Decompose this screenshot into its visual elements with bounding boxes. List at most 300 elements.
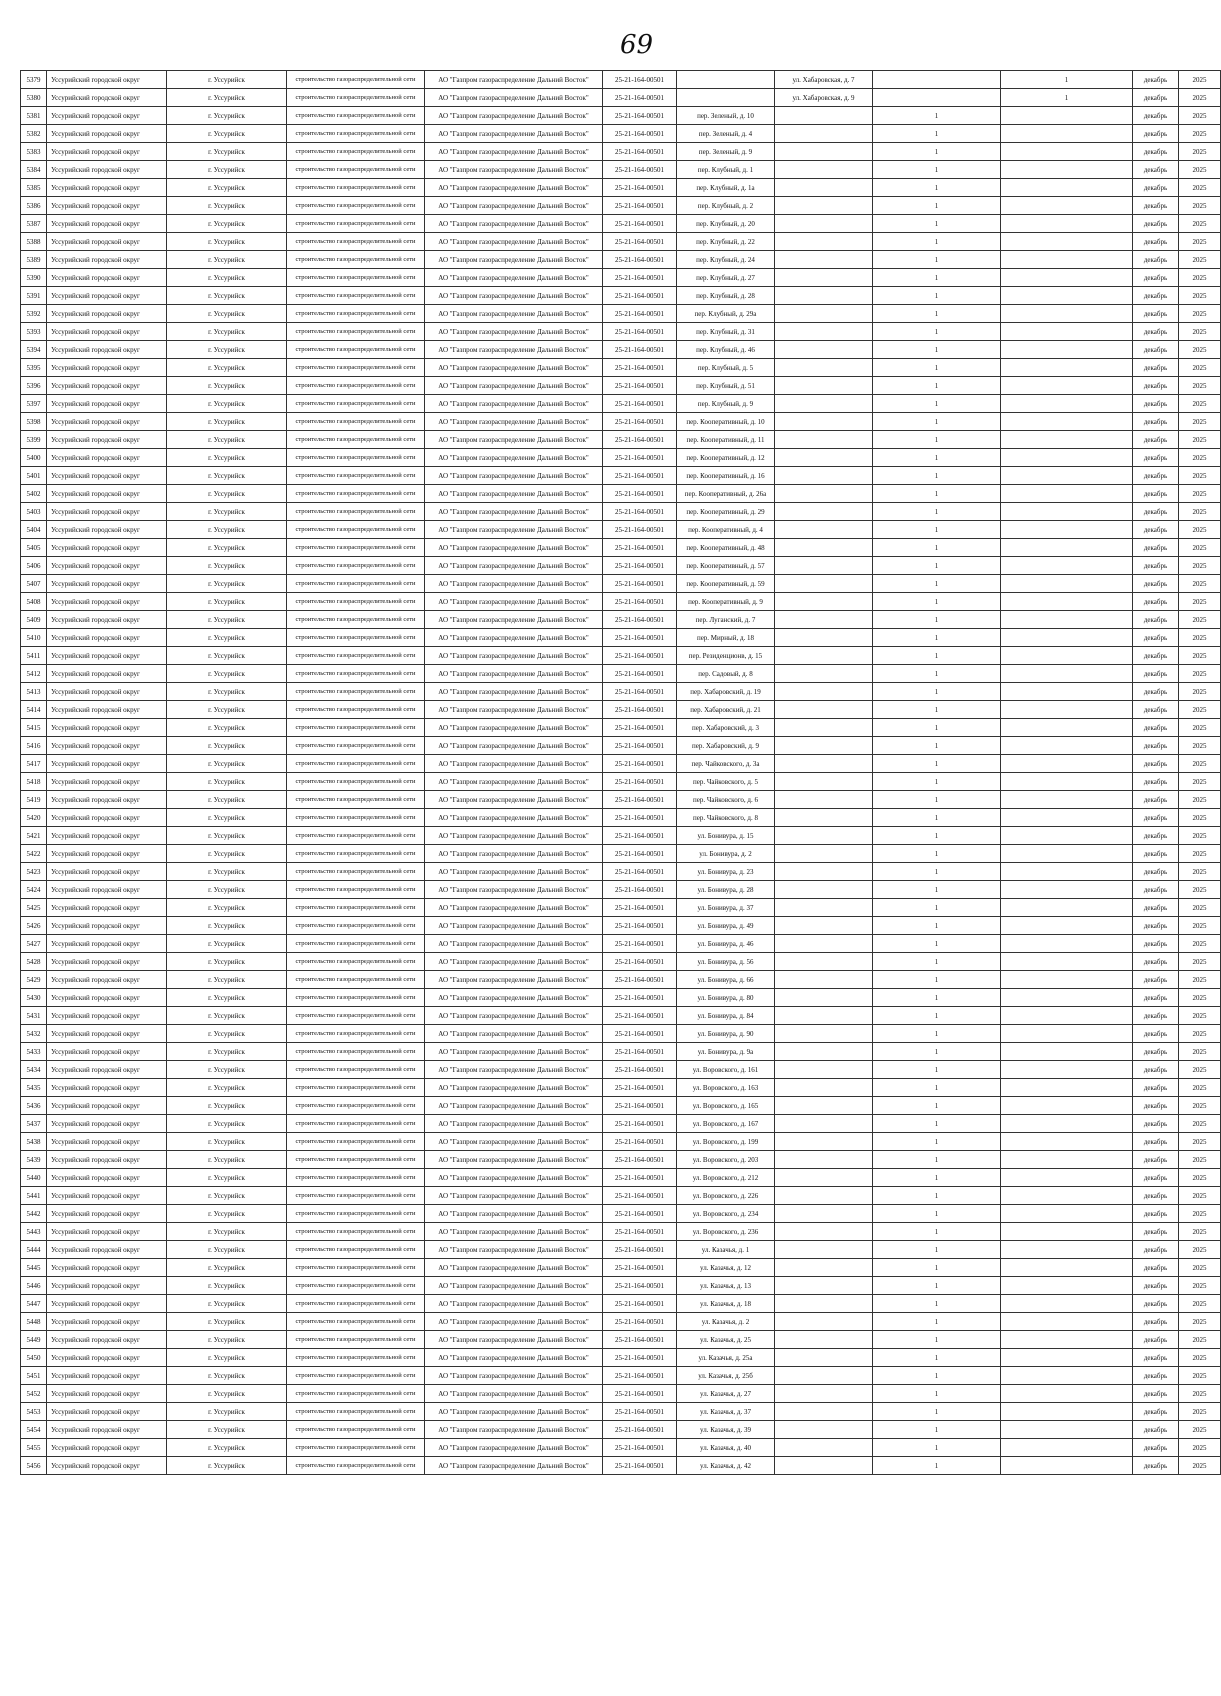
object-code-cell: 25-21-164-00501 xyxy=(603,1385,677,1403)
address-cell: ул. Бонивура, д. 80 xyxy=(677,989,775,1007)
object-code-cell: 25-21-164-00501 xyxy=(603,629,677,647)
year-cell: 2025 xyxy=(1179,953,1221,971)
year-cell: 2025 xyxy=(1179,827,1221,845)
address-cell: ул. Воровского, д. 199 xyxy=(677,1133,775,1151)
organization-cell: АО "Газпром газораспределение Дальний Восток" xyxy=(425,539,603,557)
address-alt-cell xyxy=(775,647,873,665)
work-type-cell: строительство газораспределительной сети xyxy=(287,1313,425,1331)
city-cell: г. Уссурийск xyxy=(167,683,287,701)
table-row xyxy=(21,611,1221,629)
work-type-cell: строительство газораспределительной сети xyxy=(287,233,425,251)
work-type-cell: строительство газораспределительной сети xyxy=(287,1421,425,1439)
address-alt-cell xyxy=(775,863,873,881)
year-cell: 2025 xyxy=(1179,791,1221,809)
work-type-cell: строительство газораспределительной сети xyxy=(287,1277,425,1295)
city-cell: г. Уссурийск xyxy=(167,503,287,521)
month-cell: декабрь xyxy=(1133,935,1179,953)
work-type-cell: строительство газораспределительной сети xyxy=(287,1349,425,1367)
work-type-cell: строительство газораспределительной сети xyxy=(287,179,425,197)
quantity-cell: 1 xyxy=(873,197,1001,215)
quantity-cell: 1 xyxy=(873,1367,1001,1385)
year-cell: 2025 xyxy=(1179,1169,1221,1187)
row-number-cell: 5435 xyxy=(21,1079,47,1097)
row-number-cell: 5443 xyxy=(21,1223,47,1241)
object-code-cell: 25-21-164-00501 xyxy=(603,593,677,611)
table-row xyxy=(21,1079,1221,1097)
quantity-cell: 1 xyxy=(873,791,1001,809)
quantity-cell: 1 xyxy=(873,917,1001,935)
address-alt-cell xyxy=(775,539,873,557)
city-cell: г. Уссурийск xyxy=(167,629,287,647)
year-cell: 2025 xyxy=(1179,773,1221,791)
year-cell: 2025 xyxy=(1179,1403,1221,1421)
organization-cell: АО "Газпром газораспределение Дальний Восток" xyxy=(425,503,603,521)
quantity-cell: 1 xyxy=(873,1079,1001,1097)
year-cell: 2025 xyxy=(1179,611,1221,629)
city-cell: г. Уссурийск xyxy=(167,215,287,233)
work-type-cell: строительство газораспределительной сети xyxy=(287,395,425,413)
quantity-alt-cell xyxy=(1001,1079,1133,1097)
object-code-cell: 25-21-164-00501 xyxy=(603,1367,677,1385)
quantity-alt-cell xyxy=(1001,1223,1133,1241)
work-type-cell: строительство газораспределительной сети xyxy=(287,251,425,269)
table-row xyxy=(21,1331,1221,1349)
city-cell: г. Уссурийск xyxy=(167,1169,287,1187)
organization-cell: АО "Газпром газораспределение Дальний Восток" xyxy=(425,1025,603,1043)
month-cell: декабрь xyxy=(1133,1205,1179,1223)
table-row xyxy=(21,89,1221,107)
quantity-alt-cell xyxy=(1001,557,1133,575)
organization-cell: АО "Газпром газораспределение Дальний Восток" xyxy=(425,863,603,881)
year-cell: 2025 xyxy=(1179,899,1221,917)
municipality-cell: Уссурийский городской округ xyxy=(47,269,167,287)
month-cell: декабрь xyxy=(1133,1331,1179,1349)
table-row xyxy=(21,215,1221,233)
address-cell: пер. Кооперативный, д. 12 xyxy=(677,449,775,467)
municipality-cell: Уссурийский городской округ xyxy=(47,1151,167,1169)
row-number-cell: 5453 xyxy=(21,1403,47,1421)
year-cell: 2025 xyxy=(1179,287,1221,305)
quantity-cell: 1 xyxy=(873,449,1001,467)
year-cell: 2025 xyxy=(1179,665,1221,683)
quantity-alt-cell xyxy=(1001,1385,1133,1403)
address-cell: ул. Воровского, д. 163 xyxy=(677,1079,775,1097)
quantity-alt-cell xyxy=(1001,755,1133,773)
table-row xyxy=(21,989,1221,1007)
address-alt-cell xyxy=(775,935,873,953)
city-cell: г. Уссурийск xyxy=(167,647,287,665)
city-cell: г. Уссурийск xyxy=(167,593,287,611)
quantity-cell: 1 xyxy=(873,1187,1001,1205)
address-alt-cell xyxy=(775,215,873,233)
row-number-cell: 5406 xyxy=(21,557,47,575)
organization-cell: АО "Газпром газораспределение Дальний Восток" xyxy=(425,1385,603,1403)
quantity-alt-cell xyxy=(1001,359,1133,377)
table-row xyxy=(21,953,1221,971)
table-row xyxy=(21,719,1221,737)
row-number-cell: 5451 xyxy=(21,1367,47,1385)
organization-cell: АО "Газпром газораспределение Дальний Восток" xyxy=(425,161,603,179)
work-type-cell: строительство газораспределительной сети xyxy=(287,1259,425,1277)
municipality-cell: Уссурийский городской округ xyxy=(47,215,167,233)
month-cell: декабрь xyxy=(1133,701,1179,719)
city-cell: г. Уссурийск xyxy=(167,1331,287,1349)
address-alt-cell xyxy=(775,1259,873,1277)
object-code-cell: 25-21-164-00501 xyxy=(603,161,677,179)
month-cell: декабрь xyxy=(1133,521,1179,539)
table-row xyxy=(21,1043,1221,1061)
address-cell: пер. Клубный, д. 9 xyxy=(677,395,775,413)
year-cell: 2025 xyxy=(1179,1277,1221,1295)
work-type-cell: строительство газораспределительной сети xyxy=(287,1097,425,1115)
quantity-alt-cell xyxy=(1001,395,1133,413)
month-cell: декабрь xyxy=(1133,413,1179,431)
table-row xyxy=(21,1205,1221,1223)
address-cell: ул. Бонивура, д. 66 xyxy=(677,971,775,989)
work-type-cell: строительство газораспределительной сети xyxy=(287,485,425,503)
object-code-cell: 25-21-164-00501 xyxy=(603,1241,677,1259)
quantity-cell: 1 xyxy=(873,1259,1001,1277)
organization-cell: АО "Газпром газораспределение Дальний Восток" xyxy=(425,1043,603,1061)
year-cell: 2025 xyxy=(1179,1133,1221,1151)
city-cell: г. Уссурийск xyxy=(167,1403,287,1421)
month-cell: декабрь xyxy=(1133,557,1179,575)
organization-cell: АО "Газпром газораспределение Дальний Восток" xyxy=(425,197,603,215)
quantity-alt-cell xyxy=(1001,809,1133,827)
object-code-cell: 25-21-164-00501 xyxy=(603,845,677,863)
work-type-cell: строительство газораспределительной сети xyxy=(287,917,425,935)
municipality-cell: Уссурийский городской округ xyxy=(47,1439,167,1457)
organization-cell: АО "Газпром газораспределение Дальний Восток" xyxy=(425,701,603,719)
address-cell: ул. Бонивура, д. 49 xyxy=(677,917,775,935)
table-row xyxy=(21,593,1221,611)
month-cell: декабрь xyxy=(1133,593,1179,611)
quantity-cell: 1 xyxy=(873,1097,1001,1115)
month-cell: декабрь xyxy=(1133,647,1179,665)
table-row xyxy=(21,233,1221,251)
object-code-cell: 25-21-164-00501 xyxy=(603,1259,677,1277)
address-alt-cell xyxy=(775,611,873,629)
row-number-cell: 5454 xyxy=(21,1421,47,1439)
table-row xyxy=(21,431,1221,449)
quantity-alt-cell xyxy=(1001,1115,1133,1133)
address-cell: ул. Бонивура, д. 23 xyxy=(677,863,775,881)
quantity-cell: 1 xyxy=(873,629,1001,647)
address-alt-cell xyxy=(775,1385,873,1403)
address-cell: пер. Клубный, д. 1 xyxy=(677,161,775,179)
address-alt-cell xyxy=(775,899,873,917)
municipality-cell: Уссурийский городской округ xyxy=(47,629,167,647)
object-code-cell: 25-21-164-00501 xyxy=(603,125,677,143)
table-row xyxy=(21,827,1221,845)
municipality-cell: Уссурийский городской округ xyxy=(47,1133,167,1151)
address-alt-cell xyxy=(775,629,873,647)
organization-cell: АО "Газпром газораспределение Дальний Восток" xyxy=(425,413,603,431)
row-number-cell: 5401 xyxy=(21,467,47,485)
address-cell: пер. Зеленый, д. 4 xyxy=(677,125,775,143)
object-code-cell: 25-21-164-00501 xyxy=(603,503,677,521)
address-cell: пер. Кооперативный, д. 48 xyxy=(677,539,775,557)
municipality-cell: Уссурийский городской округ xyxy=(47,935,167,953)
quantity-cell: 1 xyxy=(873,1349,1001,1367)
address-alt-cell xyxy=(775,485,873,503)
organization-cell: АО "Газпром газораспределение Дальний Восток" xyxy=(425,395,603,413)
municipality-cell: Уссурийский городской округ xyxy=(47,377,167,395)
object-code-cell: 25-21-164-00501 xyxy=(603,737,677,755)
address-cell: ул. Бонивура, д. 84 xyxy=(677,1007,775,1025)
row-number-cell: 5424 xyxy=(21,881,47,899)
quantity-alt-cell xyxy=(1001,305,1133,323)
organization-cell: АО "Газпром газораспределение Дальний Восток" xyxy=(425,1277,603,1295)
address-cell: пер. Зеленый, д. 10 xyxy=(677,107,775,125)
year-cell: 2025 xyxy=(1179,161,1221,179)
city-cell: г. Уссурийск xyxy=(167,449,287,467)
address-alt-cell xyxy=(775,575,873,593)
register-table xyxy=(20,70,1221,1475)
row-number-cell: 5382 xyxy=(21,125,47,143)
month-cell: декабрь xyxy=(1133,1133,1179,1151)
address-cell: пер. Кооперативный, д. 29 xyxy=(677,503,775,521)
address-alt-cell xyxy=(775,1421,873,1439)
address-cell: пер. Чайковского, д. 8 xyxy=(677,809,775,827)
municipality-cell: Уссурийский городской округ xyxy=(47,539,167,557)
city-cell: г. Уссурийск xyxy=(167,431,287,449)
table-row xyxy=(21,845,1221,863)
municipality-cell: Уссурийский городской округ xyxy=(47,917,167,935)
city-cell: г. Уссурийск xyxy=(167,323,287,341)
quantity-cell: 1 xyxy=(873,1403,1001,1421)
object-code-cell: 25-21-164-00501 xyxy=(603,557,677,575)
object-code-cell: 25-21-164-00501 xyxy=(603,611,677,629)
month-cell: декабрь xyxy=(1133,575,1179,593)
work-type-cell: строительство газораспределительной сети xyxy=(287,1007,425,1025)
work-type-cell: строительство газораспределительной сети xyxy=(287,215,425,233)
municipality-cell: Уссурийский городской округ xyxy=(47,179,167,197)
object-code-cell: 25-21-164-00501 xyxy=(603,1025,677,1043)
city-cell: г. Уссурийск xyxy=(167,1259,287,1277)
quantity-cell: 1 xyxy=(873,575,1001,593)
organization-cell: АО "Газпром газораспределение Дальний Восток" xyxy=(425,431,603,449)
organization-cell: АО "Газпром газораспределение Дальний Восток" xyxy=(425,143,603,161)
year-cell: 2025 xyxy=(1179,467,1221,485)
quantity-cell: 1 xyxy=(873,719,1001,737)
quantity-cell: 1 xyxy=(873,1115,1001,1133)
city-cell: г. Уссурийск xyxy=(167,161,287,179)
table-row xyxy=(21,143,1221,161)
row-number-cell: 5423 xyxy=(21,863,47,881)
month-cell: декабрь xyxy=(1133,197,1179,215)
row-number-cell: 5446 xyxy=(21,1277,47,1295)
work-type-cell: строительство газораспределительной сети xyxy=(287,665,425,683)
month-cell: декабрь xyxy=(1133,1223,1179,1241)
municipality-cell: Уссурийский городской округ xyxy=(47,575,167,593)
work-type-cell: строительство газораспределительной сети xyxy=(287,1115,425,1133)
municipality-cell: Уссурийский городской округ xyxy=(47,1295,167,1313)
quantity-alt-cell xyxy=(1001,377,1133,395)
address-cell: ул. Воровского, д. 203 xyxy=(677,1151,775,1169)
organization-cell: АО "Газпром газораспределение Дальний Восток" xyxy=(425,1421,603,1439)
organization-cell: АО "Газпром газораспределение Дальний Восток" xyxy=(425,1151,603,1169)
month-cell: декабрь xyxy=(1133,917,1179,935)
year-cell: 2025 xyxy=(1179,1349,1221,1367)
table-row xyxy=(21,395,1221,413)
month-cell: декабрь xyxy=(1133,1241,1179,1259)
quantity-cell: 1 xyxy=(873,485,1001,503)
quantity-cell: 1 xyxy=(873,1133,1001,1151)
municipality-cell: Уссурийский городской округ xyxy=(47,413,167,431)
municipality-cell: Уссурийский городской округ xyxy=(47,1097,167,1115)
quantity-cell xyxy=(873,89,1001,107)
work-type-cell: строительство газораспределительной сети xyxy=(287,1331,425,1349)
address-alt-cell xyxy=(775,341,873,359)
city-cell: г. Уссурийск xyxy=(167,467,287,485)
municipality-cell: Уссурийский городской округ xyxy=(47,233,167,251)
address-alt-cell xyxy=(775,845,873,863)
month-cell: декабрь xyxy=(1133,377,1179,395)
row-number-cell: 5412 xyxy=(21,665,47,683)
row-number-cell: 5433 xyxy=(21,1043,47,1061)
quantity-alt-cell xyxy=(1001,953,1133,971)
object-code-cell: 25-21-164-00501 xyxy=(603,359,677,377)
quantity-alt-cell xyxy=(1001,233,1133,251)
quantity-cell: 1 xyxy=(873,701,1001,719)
municipality-cell: Уссурийский городской округ xyxy=(47,1061,167,1079)
row-number-cell: 5381 xyxy=(21,107,47,125)
organization-cell: АО "Газпром газораспределение Дальний Восток" xyxy=(425,791,603,809)
object-code-cell: 25-21-164-00501 xyxy=(603,539,677,557)
object-code-cell: 25-21-164-00501 xyxy=(603,1007,677,1025)
address-cell: ул. Казачья, д. 1 xyxy=(677,1241,775,1259)
object-code-cell: 25-21-164-00501 xyxy=(603,1169,677,1187)
row-number-cell: 5399 xyxy=(21,431,47,449)
year-cell: 2025 xyxy=(1179,521,1221,539)
quantity-alt-cell xyxy=(1001,1313,1133,1331)
table-row xyxy=(21,323,1221,341)
address-cell: ул. Казачья, д. 37 xyxy=(677,1403,775,1421)
work-type-cell: строительство газораспределительной сети xyxy=(287,377,425,395)
municipality-cell: Уссурийский городской округ xyxy=(47,1025,167,1043)
city-cell: г. Уссурийск xyxy=(167,665,287,683)
quantity-alt-cell xyxy=(1001,449,1133,467)
municipality-cell: Уссурийский городской округ xyxy=(47,521,167,539)
address-alt-cell xyxy=(775,377,873,395)
month-cell: декабрь xyxy=(1133,899,1179,917)
quantity-alt-cell xyxy=(1001,719,1133,737)
quantity-alt-cell xyxy=(1001,143,1133,161)
row-number-cell: 5427 xyxy=(21,935,47,953)
year-cell: 2025 xyxy=(1179,719,1221,737)
work-type-cell: строительство газораспределительной сети xyxy=(287,1403,425,1421)
table-row xyxy=(21,575,1221,593)
row-number-cell: 5430 xyxy=(21,989,47,1007)
address-alt-cell xyxy=(775,161,873,179)
month-cell: декабрь xyxy=(1133,125,1179,143)
municipality-cell: Уссурийский городской округ xyxy=(47,719,167,737)
municipality-cell: Уссурийский городской округ xyxy=(47,89,167,107)
municipality-cell: Уссурийский городской округ xyxy=(47,1349,167,1367)
city-cell: г. Уссурийск xyxy=(167,521,287,539)
city-cell: г. Уссурийск xyxy=(167,1313,287,1331)
city-cell: г. Уссурийск xyxy=(167,1223,287,1241)
row-number-cell: 5450 xyxy=(21,1349,47,1367)
quantity-alt-cell xyxy=(1001,1025,1133,1043)
city-cell: г. Уссурийск xyxy=(167,1457,287,1475)
municipality-cell: Уссурийский городской округ xyxy=(47,701,167,719)
row-number-cell: 5449 xyxy=(21,1331,47,1349)
quantity-cell: 1 xyxy=(873,215,1001,233)
month-cell: декабрь xyxy=(1133,449,1179,467)
row-number-cell: 5455 xyxy=(21,1439,47,1457)
quantity-cell: 1 xyxy=(873,161,1001,179)
city-cell: г. Уссурийск xyxy=(167,575,287,593)
municipality-cell: Уссурийский городской округ xyxy=(47,143,167,161)
city-cell: г. Уссурийск xyxy=(167,233,287,251)
year-cell: 2025 xyxy=(1179,1007,1221,1025)
row-number-cell: 5387 xyxy=(21,215,47,233)
table-row xyxy=(21,1169,1221,1187)
table-row xyxy=(21,1403,1221,1421)
month-cell: декабрь xyxy=(1133,89,1179,107)
row-number-cell: 5413 xyxy=(21,683,47,701)
row-number-cell: 5437 xyxy=(21,1115,47,1133)
quantity-cell: 1 xyxy=(873,755,1001,773)
organization-cell: АО "Газпром газораспределение Дальний Восток" xyxy=(425,377,603,395)
address-cell: пер. Клубный, д. 2 xyxy=(677,197,775,215)
city-cell: г. Уссурийск xyxy=(167,1151,287,1169)
work-type-cell: строительство газораспределительной сети xyxy=(287,1169,425,1187)
year-cell: 2025 xyxy=(1179,89,1221,107)
quantity-alt-cell xyxy=(1001,1421,1133,1439)
month-cell: декабрь xyxy=(1133,1367,1179,1385)
address-alt-cell xyxy=(775,701,873,719)
address-alt-cell xyxy=(775,449,873,467)
city-cell: г. Уссурийск xyxy=(167,881,287,899)
municipality-cell: Уссурийский городской округ xyxy=(47,323,167,341)
month-cell: декабрь xyxy=(1133,107,1179,125)
municipality-cell: Уссурийский городской округ xyxy=(47,1169,167,1187)
address-alt-cell xyxy=(775,431,873,449)
quantity-alt-cell xyxy=(1001,989,1133,1007)
address-cell: ул. Воровского, д. 212 xyxy=(677,1169,775,1187)
object-code-cell: 25-21-164-00501 xyxy=(603,233,677,251)
row-number-cell: 5426 xyxy=(21,917,47,935)
year-cell: 2025 xyxy=(1179,575,1221,593)
organization-cell: АО "Газпром газораспределение Дальний Восток" xyxy=(425,125,603,143)
city-cell: г. Уссурийск xyxy=(167,737,287,755)
work-type-cell: строительство газораспределительной сети xyxy=(287,431,425,449)
city-cell: г. Уссурийск xyxy=(167,611,287,629)
organization-cell: АО "Газпром газораспределение Дальний Восток" xyxy=(425,467,603,485)
year-cell: 2025 xyxy=(1179,1439,1221,1457)
quantity-cell: 1 xyxy=(873,413,1001,431)
month-cell: декабрь xyxy=(1133,1259,1179,1277)
municipality-cell: Уссурийский городской округ xyxy=(47,1259,167,1277)
city-cell: г. Уссурийск xyxy=(167,1241,287,1259)
address-cell: ул. Казачья, д. 42 xyxy=(677,1457,775,1475)
table-row xyxy=(21,125,1221,143)
municipality-cell: Уссурийский городской округ xyxy=(47,1205,167,1223)
municipality-cell: Уссурийский городской округ xyxy=(47,1403,167,1421)
municipality-cell: Уссурийский городской округ xyxy=(47,791,167,809)
organization-cell: АО "Газпром газораспределение Дальний Восток" xyxy=(425,935,603,953)
year-cell: 2025 xyxy=(1179,1205,1221,1223)
quantity-cell: 1 xyxy=(873,233,1001,251)
object-code-cell: 25-21-164-00501 xyxy=(603,863,677,881)
object-code-cell: 25-21-164-00501 xyxy=(603,917,677,935)
month-cell: декабрь xyxy=(1133,1385,1179,1403)
quantity-alt-cell xyxy=(1001,1277,1133,1295)
municipality-cell: Уссурийский городской округ xyxy=(47,1421,167,1439)
